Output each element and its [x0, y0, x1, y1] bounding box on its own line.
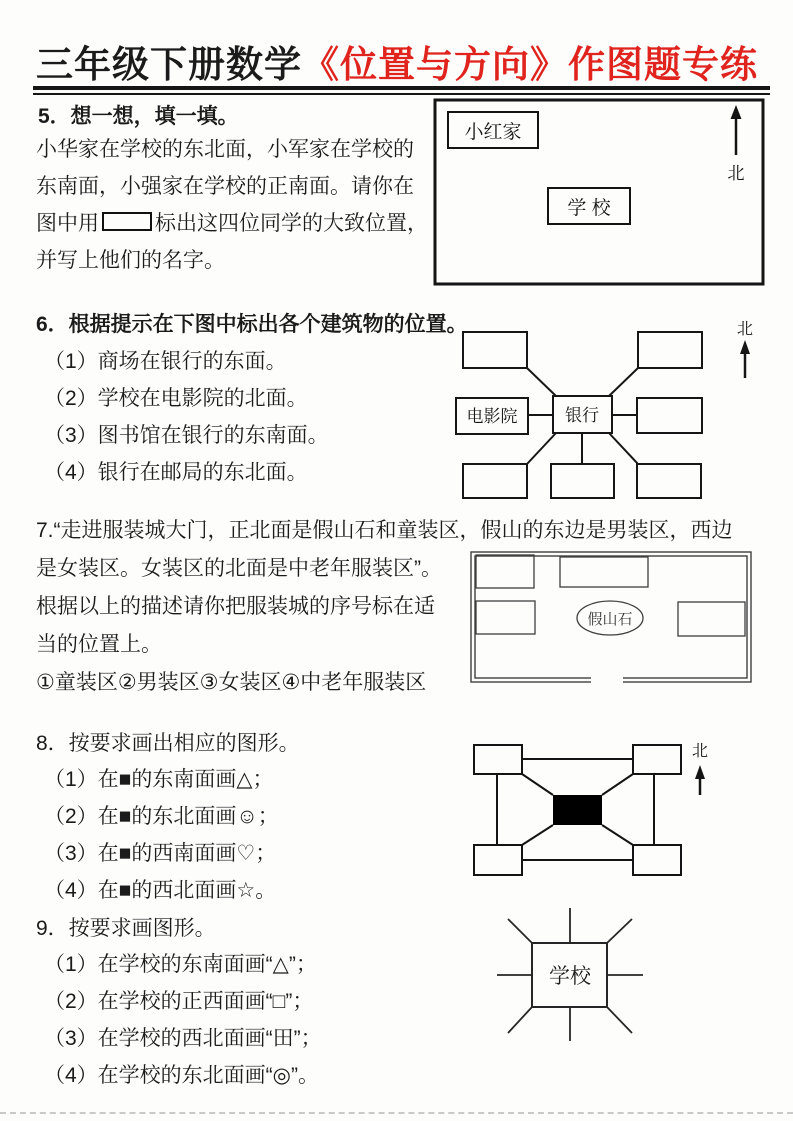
room-west [476, 601, 535, 634]
north-arrow-icon [731, 105, 742, 155]
q6-buildings-diagram [450, 312, 762, 507]
question-6-items [44, 343, 329, 491]
page-title [36, 34, 758, 88]
room-north-center [560, 557, 648, 587]
north-arrow-icon [740, 340, 750, 378]
q8-item-3: （3）在■的西南面画♡； [44, 842, 277, 865]
question-5-heading: 5．想一想，填一填。 [38, 105, 239, 128]
north-arrow-icon [695, 765, 705, 795]
title-red-part: 《位置与方向》作图题专练 [302, 44, 758, 85]
q9-item-4: （4）在学校的东北面画“◎”。 [44, 1064, 319, 1087]
rockery-label: 假山石 [587, 611, 633, 628]
q6-item-4: （4）银行在邮局的东北面。 [44, 461, 308, 484]
q5-line-4: 并写上他们的名字。 [36, 249, 225, 272]
question-8-items [44, 761, 279, 909]
answer-box-east [637, 398, 702, 433]
question-9-heading: 9．按要求画图形。 [36, 917, 216, 940]
q8-grid-diagram [460, 733, 716, 883]
question-8-heading: 8．按要求画出相应的图形。 [36, 732, 300, 755]
q9-item-1: （1）在学校的东南面画“△”； [44, 953, 317, 976]
answer-box-south [551, 464, 614, 498]
mall-entrance-gap [591, 666, 623, 686]
answer-box-northwest [463, 332, 527, 368]
q6-item-2: （2）学校在电影院的北面。 [44, 387, 308, 410]
school-label: 学 校 [567, 198, 611, 219]
answer-box-northeast [638, 332, 702, 368]
xiaohong-home-label: 小红家 [464, 122, 522, 143]
q5-line-3: 图中用 标出这四位同学的大致位置， [36, 212, 428, 235]
q7-line-2: 是女装区。女装区的北面是中老年服装区”。 [36, 557, 442, 580]
blank-rectangle-symbol [102, 212, 152, 231]
title-double-underline [33, 86, 770, 95]
q9-item-2: （2）在学校的正西面画“□”； [44, 990, 314, 1013]
question-5-text [36, 131, 428, 279]
q5-map-diagram [433, 97, 765, 287]
q6-item-1: （1）商场在银行的东面。 [44, 350, 287, 373]
question-9-items [44, 946, 322, 1094]
q5-north-label: 北 [727, 164, 745, 183]
corner-box-northeast [633, 745, 681, 774]
black-center-square [553, 795, 602, 825]
q7-line-1: 7.“走进服装城大门，正北面是假山石和童装区，假山的东边是男装区，西边 [36, 519, 733, 542]
q7-line-4: 当的位置上。 [36, 633, 162, 656]
question-6-heading: 6．根据提示在下图中标出各个建筑物的位置。 [36, 313, 468, 336]
school-label: 学校 [549, 965, 591, 988]
q8-item-2: （2）在■的东北面画☺； [44, 805, 279, 828]
q9-item-3: （3）在学校的西北面画“田”； [44, 1027, 322, 1050]
cinema-label: 电影院 [466, 407, 518, 426]
answer-box-southeast [637, 464, 701, 498]
title-black-part: 三年级下册数学 [36, 44, 302, 85]
corner-box-northwest [474, 745, 522, 774]
q7-legend-line: ①童装区②男装区③女装区④中老年服装区 [36, 671, 427, 694]
room-north-west [476, 555, 534, 588]
q5-line-2: 东南面，小强家在学校的正南面。请你在 [36, 175, 414, 198]
q8-item-4: （4）在■的西北面画☆。 [44, 879, 277, 902]
q6-item-3: （3）图书馆在银行的东南面。 [44, 424, 329, 447]
corner-box-southwest [474, 845, 522, 875]
q7-clothing-mall-plan [458, 546, 758, 688]
corner-box-southeast [633, 845, 681, 875]
q8-north-label: 北 [691, 743, 709, 760]
q7-line-3: 根据以上的描述请你把服装城的序号标在适 [36, 595, 435, 618]
q9-school-diagram [495, 903, 695, 1078]
q5-line-1: 小华家在学校的东北面，小军家在学校的 [36, 138, 414, 161]
q8-item-1: （1）在■的东南面画△； [44, 768, 274, 791]
answer-box-southwest [463, 464, 527, 498]
q6-north-label: 北 [736, 321, 754, 338]
room-east [678, 602, 745, 636]
page-bottom-divider [0, 1112, 793, 1114]
bank-label: 银行 [565, 406, 599, 425]
